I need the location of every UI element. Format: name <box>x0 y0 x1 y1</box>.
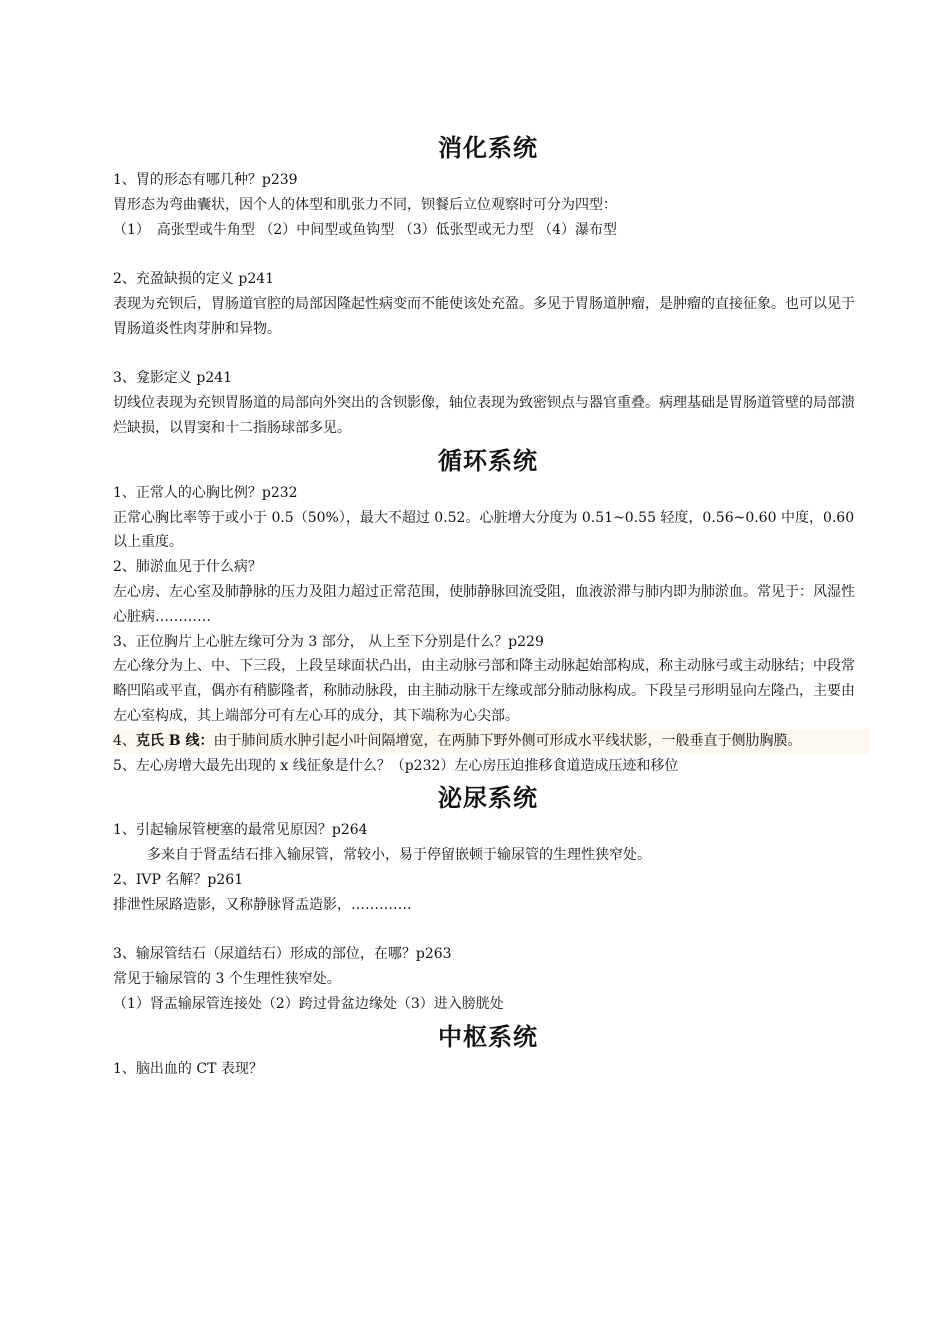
question-stomach-types: 1、胃的形态有哪几种？p239 <box>113 172 298 188</box>
section-title-digestive: 消化系统 <box>438 134 538 162</box>
question-pulmonary-congestion: 2、肺淤血见于什么病？ <box>113 559 262 576</box>
question-left-heart-border: 3、正位胸片上心脏左缘可分为 3 部分， 从上至下分别是什么？p229 <box>113 633 544 650</box>
answer-ureter-obstruction: 多来自于肾盂结石排入输尿管，常较小，易于停留嵌顿于输尿管的生理性狭窄处。 <box>147 847 651 864</box>
document-body <box>113 128 863 1082</box>
question-ivp: 2、IVP 名解？p261 <box>113 871 244 888</box>
blank-line <box>113 918 863 943</box>
answer-cardiothoracic-ratio: 正常心胸比率等于或小于 0.5（50%），最大不超过 0.52。心脏增大分度为 0.51~0.55 轻度，0.56~0.60 中度，0.60 以上重度。 <box>113 509 855 551</box>
kerley-b-lines-definition: 由于肺间质水肿引起小叶间隔增宽，在两肺下野外侧可形成水平线状影，一般垂直于侧肋胸膜。 <box>213 732 802 749</box>
answer-filling-defect: 表现为充钡后，胃肠道官腔的局部因隆起性病变而不能使该处充盈。多见于胃肠道肿瘤，是肿瘤的直接征象。也可以见于胃肠道炎性肉芽肿和异物。 <box>113 295 855 337</box>
section-title-circulatory: 循环系统 <box>438 446 538 475</box>
blank-line <box>113 242 863 267</box>
section-title-urinary: 泌尿系统 <box>438 784 538 813</box>
section-title-cns: 中枢系统 <box>438 1022 538 1051</box>
item-number: 4、 <box>113 732 136 749</box>
answer-ivp: 排泄性尿路造影，又称静脉肾盂造影，…………. <box>113 896 412 913</box>
question-filling-defect: 2、充盈缺损的定义 p241 <box>113 271 275 288</box>
answer-niche: 切线位表现为充钡胃肠道的局部向外突出的含钡影像，轴位表现为致密钡点与器官重叠。病理基础是胃肠道管壁的局部溃烂缺损，以胃窦和十二指肠球部多见。 <box>113 395 855 436</box>
answer-stomach-types-list: （1） 高张型或牛角型 （2）中间型或鱼钩型 （3）低张型或无力型 （4）瀑布型 <box>113 221 617 238</box>
answer-left-heart-border: 左心缘分为上、中、下三段，上段呈球面状凸出，由主动脉弓部和降主动脉起始部构成，称主动脉弓或主动脉结；中段常略凹陷或平直，偶亦有稍膨隆者，称肺动脉段，由主肺动脉干左缘或部分肺动脉构成。下段呈弓形明显向左隆凸，主要由左心室构成，其上端部分可有左心耳的成分，其下端称为心尖部。 <box>113 658 855 724</box>
blank-line <box>113 342 863 367</box>
question-ureteral-stone: 3、输尿管结石（尿道结石）形成的部位，在哪？p263 <box>113 946 452 963</box>
question-cerebral-hemorrhage: 1、脑出血的 CT 表现？ <box>113 1060 263 1077</box>
question-cardiothoracic-ratio: 1、正常人的心胸比例？p232 <box>113 484 298 501</box>
answer-ureteral-stone-list: （1）肾盂输尿管连接处（2）跨过骨盆边缘处（3）进入膀胱处 <box>113 995 504 1012</box>
answer-ureteral-stone: 常见于输尿管的 3 个生理性狭窄处。 <box>113 971 341 988</box>
answer-pulmonary-congestion: 左心房、左心室及肺静脉的压力及阻力超过正常范围，使肺静脉回流受阻，血液淤滞与肺内即为肺淤血。常见于：风湿性心脏病………… <box>113 583 855 625</box>
question-ureter-obstruction: 1、引起输尿管梗塞的最常见原因？p264 <box>113 822 368 839</box>
answer-stomach-types: 胃形态为弯曲囊状，因个人的体型和肌张力不同，钡餐后立位观察时可分为四型： <box>113 196 617 213</box>
kerley-b-lines-item <box>113 729 869 754</box>
kerley-b-lines-term: 克氏 B 线： <box>135 732 214 749</box>
question-niche: 3、龛影定义 p241 <box>113 370 233 387</box>
question-left-atrium: 5、左心房增大最先出现的 x 线征象是什么？（p232）左心房压迫推移食道造成压迹和移位 <box>113 757 679 774</box>
